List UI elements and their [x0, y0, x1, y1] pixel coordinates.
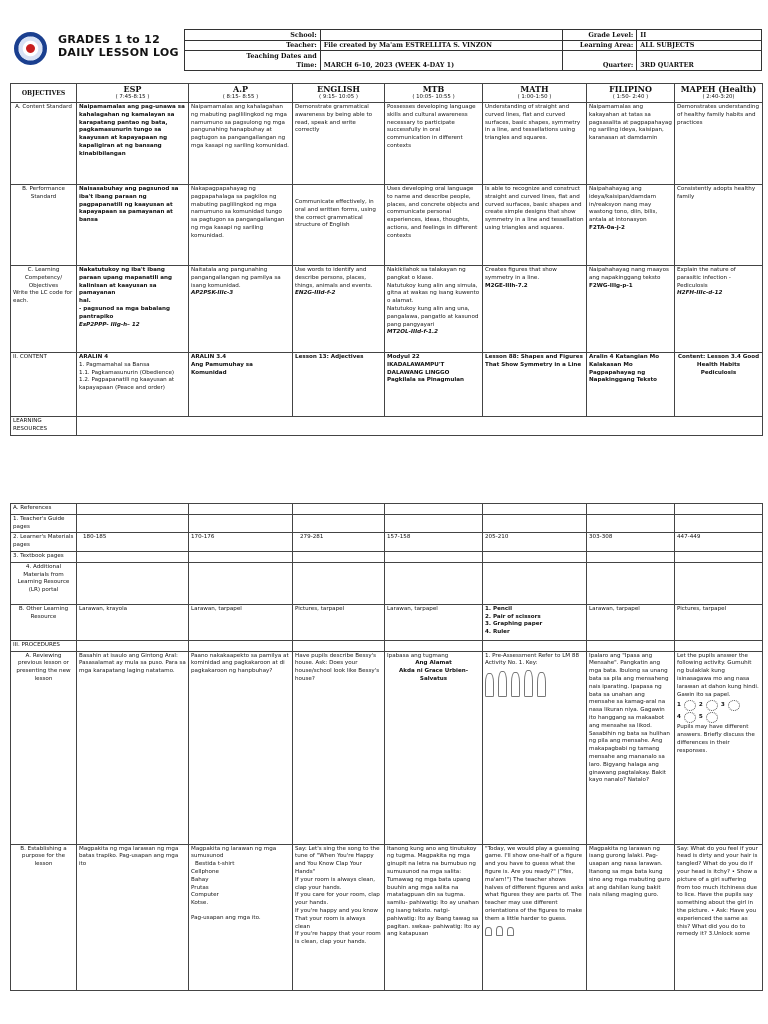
- review-math: 1. Pre-Assessment Refer to LM 88 Activity No. 1. Key:: [483, 651, 587, 844]
- teacher-value: File created by Ma'am ESTRELLITA S. VINZON: [320, 40, 563, 51]
- content-label: II. CONTENT: [11, 353, 77, 417]
- col-esp: ESP ( 7:45-8:15 ): [77, 84, 189, 103]
- learning-area-label: Learning Area:: [563, 40, 637, 51]
- review-mapeh: Let the pupils answer the following activity. Gumuhit ng bulaklak kung isinasagawa mo ang nasa larawan at dahon kung hindi. Gawin ito sa papel. 1 2 3 4 5 Pupils may have different answers. Briefly discuss the differences in their responses.: [675, 651, 763, 844]
- title-line-1: GRADES 1 to 12: [58, 33, 161, 46]
- review-label: A. Reviewing previous lesson or presenting the new lesson: [11, 651, 77, 844]
- competency-ap-code: AP2PSK-IIIc-3: [191, 290, 234, 297]
- content-row: [11, 353, 763, 417]
- document-title: [58, 33, 179, 59]
- content-standard-filipino: Naipamamalas ang kakayahan at tatas sa pagsasalita at pagpapahayag ng sariling ideya, kaisipan, karanasan at damdamin: [587, 103, 675, 185]
- performance-standard-mtb: Uses developing oral language to name and describe people, places, and concrete objects and communicate personal experiences, ideas, thoughts, actions, and feelings in different contexts: [385, 185, 483, 266]
- other-resources-filipino: Larawan, tarpapel: [587, 604, 675, 640]
- content-esp: ARALIN 4 1. Pagmamahal sa Bansa 1.1. Pagkamasunurin (Obedience) 1.2. Pagpapanatili ng kaayusan at kapayapaan (Peace and order): [77, 353, 189, 417]
- teaching-dates-label: [185, 51, 321, 71]
- review-filipino: Ipalaro ang "Ipasa ang Mensahe". Pangkatin ang mga bata. Ibulong sa unang bata sa pila ang mensaheng nais iparating. Ipapasa ng bata sa unahan ang mensahe sa kamag-aral na nasa likuran niya. Gagawin ito hanggang sa makaabot ang mensahe sa likod. Sasabihin ng bata sa hulihan ng pila ang mensahe. Ang makapagbabi ng tamang mensahe ang mananalo sa laro. Bigyang halaga ang ginawang pagtalakay. Bakit kayo nanalo? Natalo?: [587, 651, 675, 844]
- habit-pictures: 1 2 3: [677, 700, 760, 711]
- review-ap: Paano nakakaapekto sa pamilya at kominidad ang pagkakaroon at di pagkakaroon ng hanpbuhay?: [189, 651, 293, 844]
- content-mtb: Modyul 22 IKADALAWAMPU'T DALAWANG LINGGO Pagkilala sa Pinagmulan: [385, 353, 483, 417]
- lm-pages-esp: 180-185: [77, 533, 189, 552]
- objectives-header: OBJECTIVES: [11, 84, 77, 103]
- competency-math: Creates figures that show symmetry in a line. M2GE-IIIh-7.2: [483, 266, 587, 353]
- competency-label: C. Learning Competency/ Objectives Write the LC code for each.: [11, 266, 77, 353]
- performance-standard-mapeh: Consistently adopts healthy family: [675, 185, 763, 266]
- symmetry-figures-image: [485, 670, 584, 697]
- competency-english-code: EN2G-IIId-f-2: [295, 290, 336, 297]
- other-resources-mapeh: Pictures, tarpapel: [675, 604, 763, 640]
- review-english: Have pupils describe Bessy's house. Ask: Does your house/school look like Bessy's house?: [293, 651, 385, 844]
- lm-pages-english: 279-281: [293, 533, 385, 552]
- grade-level-value: II: [637, 30, 762, 41]
- purpose-row: [11, 844, 763, 990]
- content-standard-esp: Naipamamalas ang pag-unawa sa kahalagahan ng kamalayan sa karapatang pantao ng bata, pagkamasunurin tungo sa kaayusan at kapayapaan ng kapaligiran at ng bansang kinabibilangan: [77, 103, 189, 185]
- purpose-ap: Magpakita ng larawan ng mga sumusunod Bestida t-shirt Cellphone Bahay Prutas Computer Kotse. Pag-usapan ang mga ito.: [189, 844, 293, 990]
- teaching-dates-value: MARCH 6-10, 2023 (WEEK 4-DAY 1): [320, 51, 563, 71]
- content-standard-mtb: Possesses developing language skills and cultural awareness necessary to participate successfully in oral communication in different contexts: [385, 103, 483, 185]
- grade-level-label: Grade Level:: [563, 30, 637, 41]
- performance-standard-math: Is able to recognize and construct straight and curved lines, flat and curved surfaces, basic shapes and create simple designs that show symmetry in a line and tessellation using triangles and squares.: [483, 185, 587, 266]
- other-resources-row: [11, 604, 763, 640]
- purpose-label-cell: B. Establishing a purpose for the lesson: [11, 844, 77, 990]
- deped-seal-icon: [14, 32, 47, 65]
- objectives-table: [10, 83, 763, 436]
- teachers-guide-label: 1. Teacher's Guide pages: [11, 514, 77, 533]
- lm-pages-mtb: 157-158: [385, 533, 483, 552]
- competency-mtb-code: MT2OL-IIId-f-1.2: [387, 329, 439, 336]
- col-mapeh: MAPEH (Health) ( 2:40-3:20): [675, 84, 763, 103]
- content-standard-ap: Naipamamalas ang kahalagahan ng mabuting pagllilingkod ng mga namumuno sa pagsulong ng mga pangunahing hanapbuhay at pagtugon sa pangangailangan ng mga kasapi ng sariling komunidad.: [189, 103, 293, 185]
- teaching-dates-label-1: Teaching Dates and: [246, 51, 317, 60]
- header: [10, 29, 762, 74]
- purpose-filipino: Magpakita ng larawan ng isang gurong lalaki. Pag-usapan ang nasa larawan. Itanong sa mga bata kung sino ang mga mabuting guro at ang dahilan kung bakit nais nilang maging guro.: [587, 844, 675, 990]
- col-math: MATH ( 1:00-1:50 ): [483, 84, 587, 103]
- performance-standard-label: B. Performance Standard: [11, 185, 77, 266]
- other-resources-ap: Larawan, tarpapel: [189, 604, 293, 640]
- competency-mtb: Nakikilahok sa talakayan ng pangkat o klase. Natutukoy kung alin ang simula, gitna at wakas ng isang kuwento o alamat. Natutukoy kung alin ang una, pangalawa, pangatlo at kasunod pang pangyayari MT2OL-IIId-f-1.2: [385, 266, 483, 353]
- content-filipino: Aralin 4 Katangian Mo Kalakasan Mo Pagpapahayag ng Napakinggang Teksto: [587, 353, 675, 417]
- content-standard-mapeh: Demonstrates understanding of healthy family habits and practices: [675, 103, 763, 185]
- references-label: A. References: [11, 504, 77, 515]
- half-figures-image: [485, 926, 584, 936]
- review-row: [11, 651, 763, 844]
- col-ap: A.P ( 8:15- 8:55 ): [189, 84, 293, 103]
- procedures-table: [10, 503, 763, 991]
- content-standard-row: [11, 103, 763, 185]
- learning-area-value: ALL SUBJECTS: [637, 40, 762, 51]
- purpose-english: Say: Let's sing the song to the tune of "When You're Happy and You Know Clap Your Hands" If your room is always clean, clap your hands. If you care for your room, clap your hands. If you're happy and you know That your room is always clean If you're happy that your room is clean, clap your hands.: [293, 844, 385, 990]
- content-math: Lesson 88: Shapes and Figures That Show Symmetry in a Line: [483, 353, 587, 417]
- competency-mapeh-code: H2FH-IIIc-d-12: [677, 290, 723, 297]
- header-info-table: [184, 29, 762, 71]
- learners-materials-row: [11, 533, 763, 552]
- review-esp: Basahin at isaulo ang Gintong Aral: Pasasalamat ay mula sa puso. Para sa mga karapatang laging natatamo.: [77, 651, 189, 844]
- content-mapeh: Content: Lesson 3.4 Good Health Habits Pediculosis: [675, 353, 763, 417]
- performance-standard-filipino: Naipahahayag ang ideya/kaisipan/damdam in/reaksyon nang may wastong tono, diin, bilis, antala at intonasyon F2TA-0a-j-2: [587, 185, 675, 266]
- title-line-2: DAILY LESSON LOG: [58, 46, 179, 59]
- content-standard-label: A. Content Standard: [11, 103, 77, 185]
- quarter-label: Quarter:: [563, 51, 637, 71]
- school-value: [320, 30, 563, 41]
- performance-standard-english: Communicate effectively, in oral and written forms, using the correct grammatical structure of English: [293, 185, 385, 266]
- competency-math-code: M2GE-IIIh-7.2: [485, 282, 528, 289]
- content-ap: ARALIN 3.4 Ang Pamumuhay sa Komunidad: [189, 353, 293, 417]
- col-filipino: FILIPINO ( 1:50- 2:40 ): [587, 84, 675, 103]
- competency-english: Use words to identify and describe persons, places, things, animals and events. EN2G-IIId-f-2: [293, 266, 385, 353]
- performance-standard-filipino-code: F2TA-0a-j-2: [589, 224, 625, 231]
- competency-esp: Nakatutukoy ng iba't ibang paraan upang mapanatili ang kalinisan at kaayusan sa pamayanan hal. - pagsunod sa mga babalang pantrapiko EsP2PPP- IIIg-h– 12: [77, 266, 189, 353]
- lm-pages-ap: 170-176: [189, 533, 293, 552]
- purpose-mapeh: Say: What do you feel if your head is dirty and your hair is tangled? What do you do if your head is itchy? • Show a picture of a girl suffering from too much itchiness due to lice. Have the pupils say something about the girl in the picture. • Ask: Have you experienced the same as this? What did you do to remedy it? 3.Unlock some: [675, 844, 763, 990]
- performance-standard-esp: Naisasabuhay ang pagsunod sa iba't ibang paraan ng pagpapanatili ng kaayusan at kapayapaan sa pamayanan at bansa: [77, 185, 189, 266]
- col-english: ENGLISH ( 9:15- 10:05 ): [293, 84, 385, 103]
- lm-pages-filipino: 303-308: [587, 533, 675, 552]
- learning-resources-row: [11, 417, 763, 436]
- other-resources-mtb: Larawan, tarpapel: [385, 604, 483, 640]
- teaching-dates-label-2: Time:: [296, 60, 317, 69]
- performance-standard-row: [11, 185, 763, 266]
- competency-filipino-code: F2WG-IIIg-p-1: [589, 282, 633, 289]
- content-english: Lesson 13: Adjectives: [293, 353, 385, 417]
- competency-esp-code: EsP2PPP- IIIg-h– 12: [79, 321, 140, 328]
- other-resources-esp: Larawan, krayola: [77, 604, 189, 640]
- procedures-label: III. PROCEDURES: [11, 640, 77, 651]
- lm-pages-mapeh: 447-449: [675, 533, 763, 552]
- other-resources-math: 1. Pencil 2. Pair of scissors 3. Graphing paper 4. Ruler: [483, 604, 587, 640]
- col-mtb: MTB ( 10:05- 10:55 ): [385, 84, 483, 103]
- learners-materials-label: 2. Learner's Materials pages: [11, 533, 77, 552]
- learning-resources-label: LEARNING RESOURCES: [11, 417, 77, 436]
- additional-materials-label: 4. Additional Materials from Learning Resource (LR) portal: [11, 562, 77, 604]
- content-standard-math: Understanding of straight and curved lines, flat and curved surfaces, basic shapes, symmetry in a line, and tessellations using triangles and squares.: [483, 103, 587, 185]
- quarter-value: 3RD QUARTER: [637, 51, 762, 71]
- competency-row: [11, 266, 763, 353]
- teacher-label: Teacher:: [185, 40, 321, 51]
- competency-filipino: Naipahahayag nang maayos ang napakinggang teksto F2WG-IIIg-p-1: [587, 266, 675, 353]
- lm-pages-math: 205-210: [483, 533, 587, 552]
- review-mtb: Ipabasa ang tugmang Ang Alamat Akda ni Grace Urbien-Salvatus: [385, 651, 483, 844]
- purpose-mtb: Itanong kung ano ang tinutukoy ng tugma. Magpakita ng mga ginupit na letra na bumubuo ng sumusunod na mga salita: Tumawag ng mga bata upang buuhin ang mga salita na matatagpuan din sa tugma. samilu- pahiwatig: Ito ay unahan ng isang teksto. natgi- pahiwatig: Ito ay ibang tawag sa pagitan. swkaa- pahiwatig: Ito ay ang katapusan: [385, 844, 483, 990]
- performance-standard-ap: Nakapagpapahayag ng pagpapahalaga sa pagkilos ng mabuting paglilingkod ng mga namumuno sa komunidad tungo sa pagtugon sa pangangailangan ng mga kasapi ng sariling komunidad.: [189, 185, 293, 266]
- school-label: School:: [185, 30, 321, 41]
- purpose-esp: Magpakita ng mga larawan ng mga batas trapiko. Pag-usapan ang mga ito: [77, 844, 189, 990]
- other-resources-english: Pictures, tarpapel: [293, 604, 385, 640]
- content-standard-english: Demonstrate grammatical awareness by being able to read, speak and write correctly: [293, 103, 385, 185]
- competency-mapeh: Explain the nature of parasitic infection - Pediculosis H2FH-IIIc-d-12: [675, 266, 763, 353]
- purpose-math: "Today, we would play a guessing game. I'll show one-half of a figure and you have to guess what the figure is. Are you ready?" ("Yes, ma'am!") The teacher shows halves of different figures and asks what figures they are parts of. The teacher may use different orientations of the figures to make them a little harder to guess.: [483, 844, 587, 990]
- textbook-pages-label: 3. Textbook pages: [11, 551, 77, 562]
- other-resources-label: B. Other Learning Resource: [11, 604, 77, 640]
- competency-ap: Naitatala ang pangunahing pangangailangan ng pamilya sa isang komunidad. AP2PSK-IIIc-3: [189, 266, 293, 353]
